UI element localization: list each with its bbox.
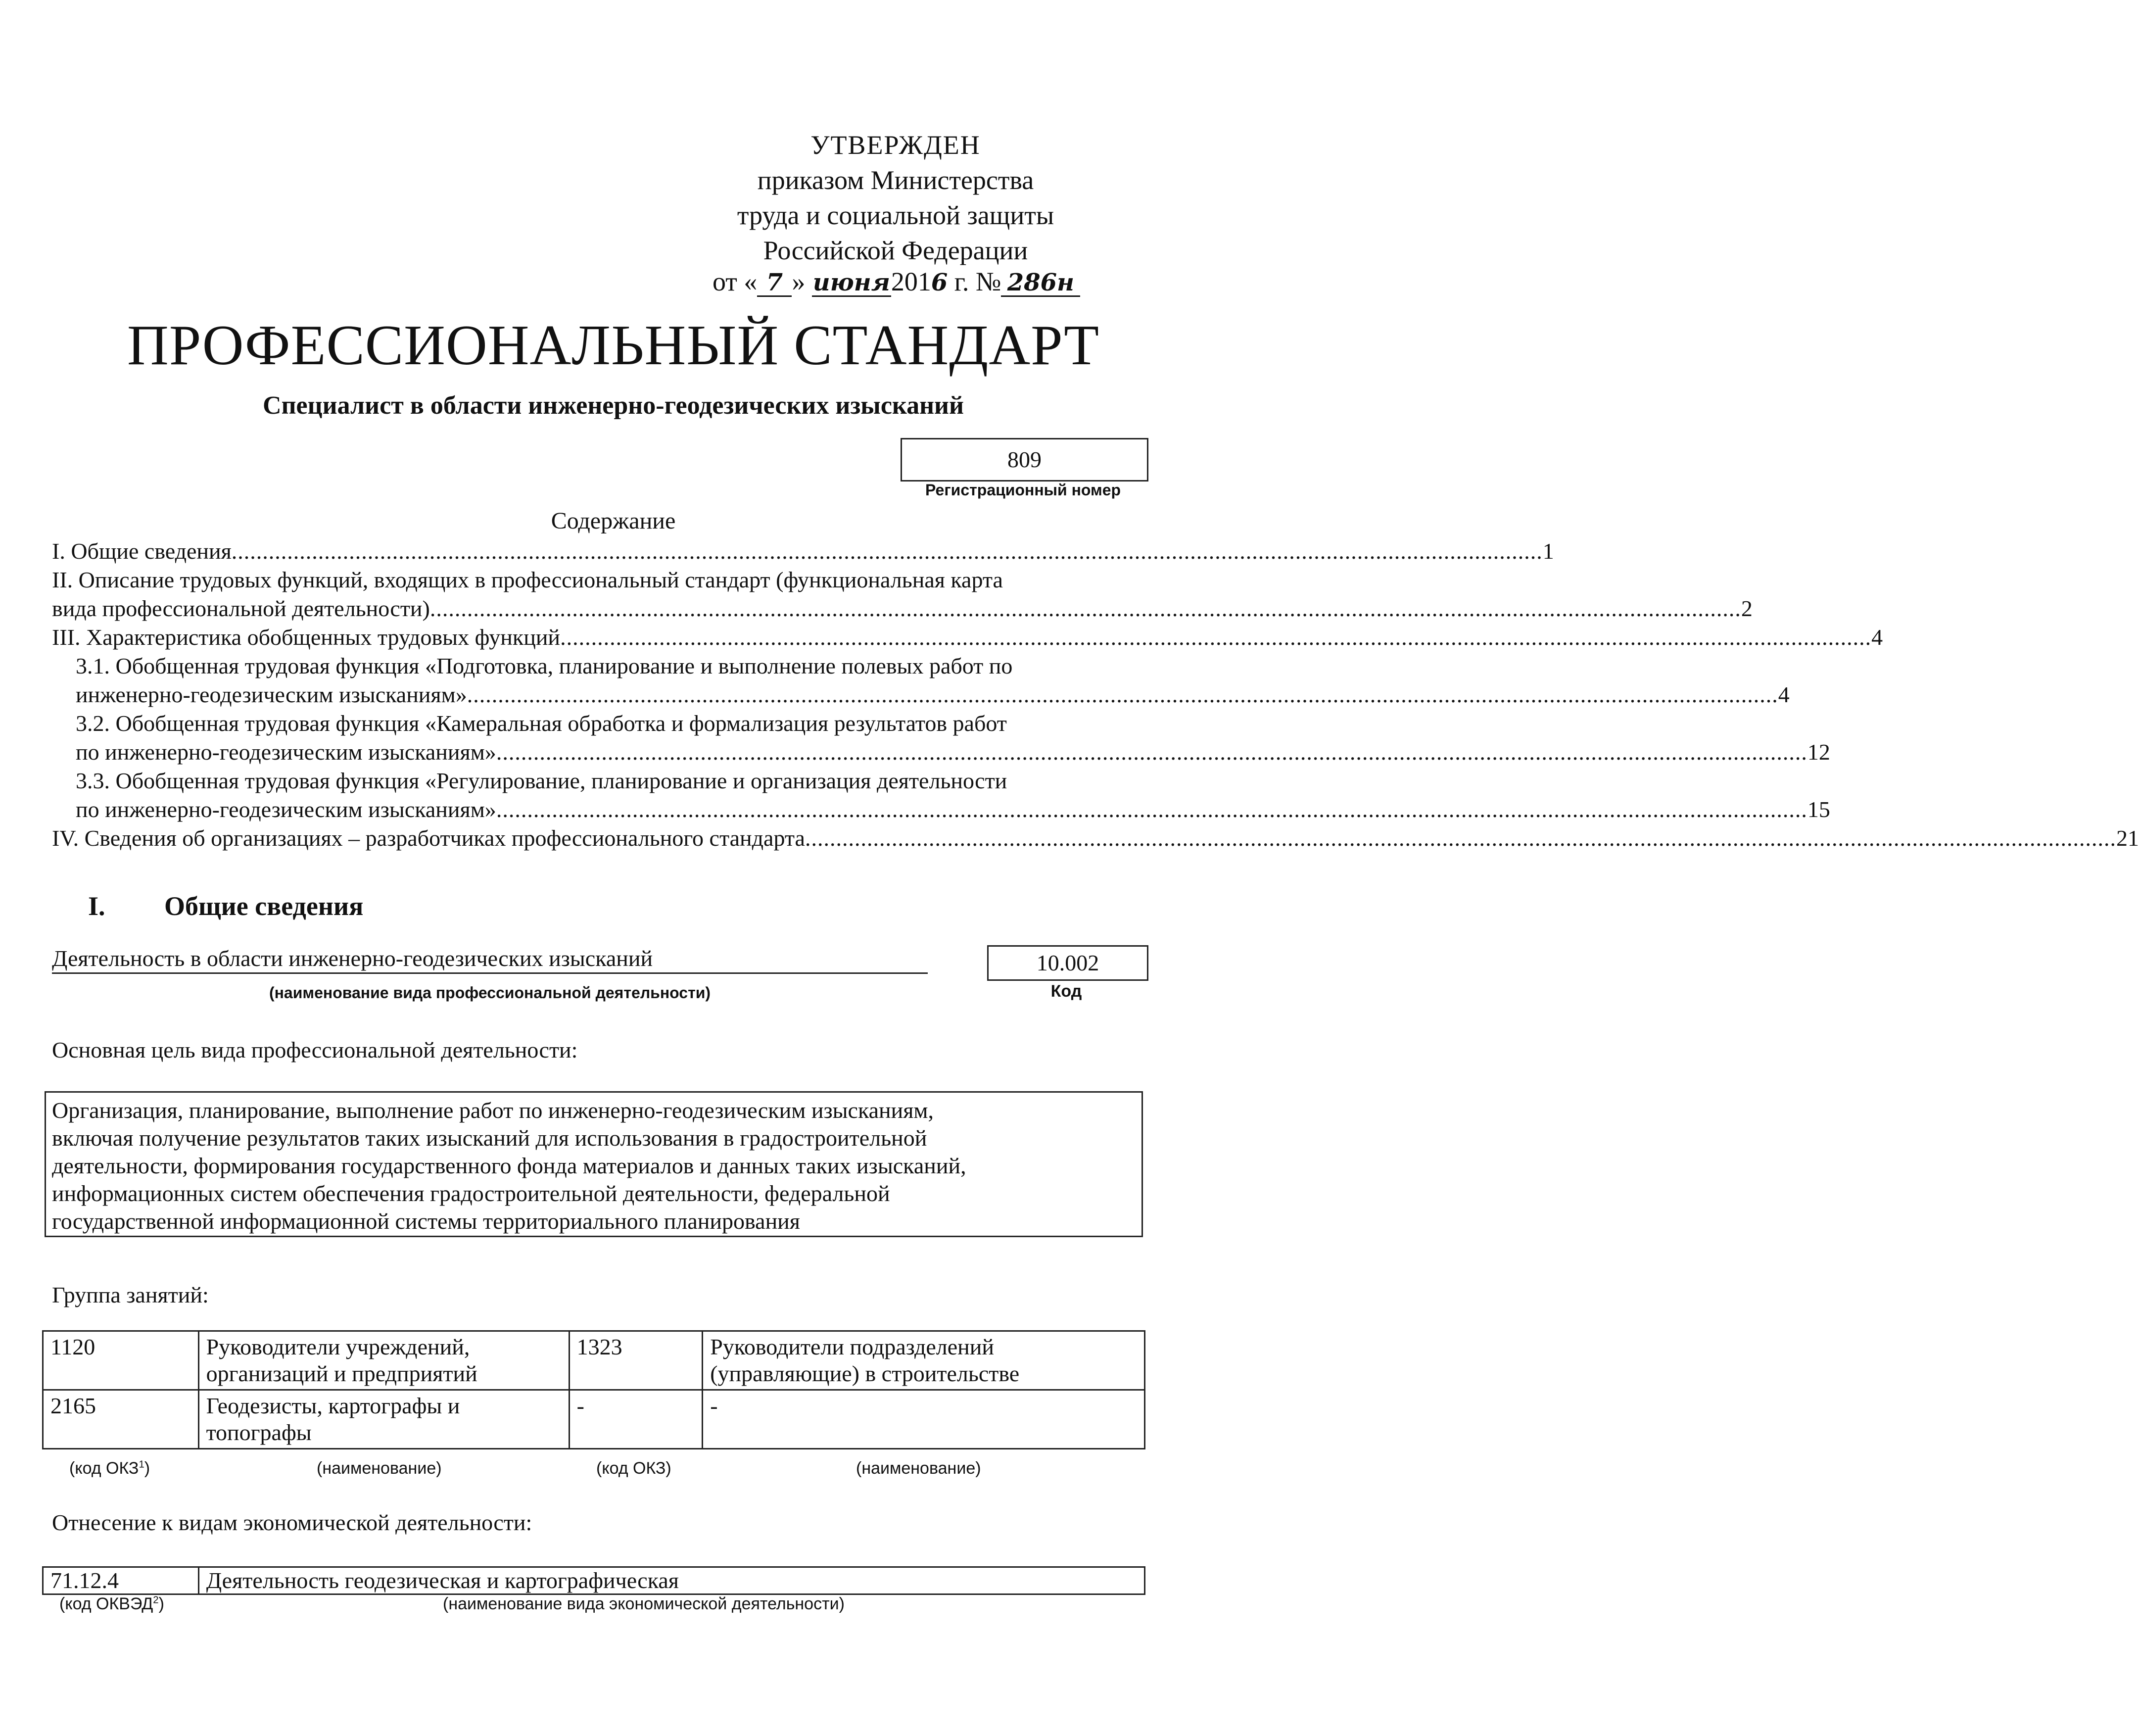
okved-name-caption: (наименование вида экономической деятельности) [443,1594,845,1613]
toc-page-number: 1 [1542,538,1554,564]
okved-label: Отнесение к видам экономической деятельности: [52,1510,532,1535]
registration-number-label: Регистрационный номер [925,481,1121,499]
occupation-group-table [42,1330,1145,1449]
okz-name-cell: Руководители учреждений, организаций и предприятий [198,1331,569,1390]
approval-line-1: УТВЕРЖДЕН [810,130,981,160]
toc-entry[interactable]: II. Описание трудовых функций, входящих в профессиональный стандарт (функциональная карта [52,567,1003,592]
okz-code-cell: 2165 [43,1390,199,1449]
toc-entry[interactable]: 3.3. Обобщенная трудовая функция «Регулирование, планирование и организация деятельности [76,768,1007,793]
date-day-handwritten: 7 [757,270,792,297]
toc-entry[interactable]: 3.2. Обобщенная трудовая функция «Камеральная обработка и формализация результатов работ [76,711,1007,736]
toc-page-number: 12 [1807,739,1830,765]
date-month-handwritten: июня [812,269,890,296]
activity-name: Деятельность в области инженерно-геодезических изысканий [52,945,928,974]
toc-entry[interactable]: инженерно-геодезическим изысканиям» .................................................................................................................................................................................................................... 4 [52,680,1138,709]
toc-heading: Содержание [551,508,676,534]
occupation-group-label: Группа занятий: [52,1282,209,1307]
goal-line: государственной информационной системы территориального планирования [52,1208,800,1234]
toc-page-number: 21 [2116,825,2139,851]
approval-line-2: приказом Министерства [757,165,1034,195]
order-number-handwritten: 286н [1001,270,1080,297]
table-of-contents [52,537,2139,853]
table-row [43,1567,1145,1594]
toc-leader: .................................................................................................................................................................................................................... [496,797,1807,822]
okved-table [42,1566,1145,1595]
toc-page-number: 4 [1871,625,1883,650]
goal-line: Организация, планирование, выполнение работ по инженерно-геодезическим изысканиям, [52,1098,934,1123]
document-title: ПРОФЕССИОНАЛЬНЫЙ СТАНДАРТ [127,314,1099,377]
okved-code-caption: (код ОКВЭД$^2$) [59,1594,164,1613]
toc-entry[interactable]: I. Общие сведения .................................................................................................................................................................................................................... 1 [52,537,1138,566]
okz-name-cell: - [703,1390,1145,1449]
toc-leader: .................................................................................................................................................................................................................... [231,538,1543,564]
toc-leader: .................................................................................................................................................................................................................... [560,625,1872,650]
date-year-prefix: 201 [891,267,931,296]
goal-box [45,1091,1143,1237]
registration-number-box: 809 [901,438,1148,482]
okz-code-cell: 1120 [43,1331,199,1390]
toc-entry[interactable]: 3.1. Обобщенная трудовая функция «Подготовка, планирование и выполнение полевых работ по [76,653,1013,678]
okz-code-caption: (код ОКЗ$^1$) [69,1459,150,1478]
okz-code-cell: - [569,1390,703,1449]
toc-entry[interactable]: по инженерно-геодезическим изысканиям» .................................................................................................................................................................................................................... 15 [52,795,1138,824]
date-mid: » [792,267,806,296]
toc-page-number: 15 [1807,797,1830,822]
okz-name-caption: (наименование) [856,1459,981,1478]
document-subtitle: Специалист в области инженерно-геодезических изысканий [263,391,964,420]
activity-caption: (наименование вида профессиональной деятельности) [269,984,711,1002]
activity-code-caption: Код [1050,982,1082,1001]
okz-code-cell: 1323 [569,1331,703,1390]
okved-name-cell: Деятельность геодезическая и картографическая [198,1567,1144,1594]
toc-page-number: 4 [1778,682,1790,707]
table-row [43,1390,1145,1449]
date-year-digit-handwritten: 6 [931,269,948,296]
toc-leader: .................................................................................................................................................................................................................... [429,596,1741,621]
table-row [43,1331,1145,1390]
approval-block [653,128,1138,268]
toc-leader: .................................................................................................................................................................................................................... [805,825,2116,851]
okz-name-caption: (наименование) [317,1459,442,1478]
okz-name-cell: Геодезисты, картографы и топографы [198,1390,569,1449]
approval-line-4: Российской Федерации [763,236,1028,265]
date-prefix: от « [713,267,758,296]
goal-line: включая получение результатов таких изысканий для использования в градостроительной [52,1125,927,1151]
okved-code-cell: 71.12.4 [43,1567,199,1594]
activity-code-box: 10.002 [987,945,1148,981]
approval-date-line [713,266,1080,297]
toc-entry[interactable]: IV. Сведения об организациях – разработчиках профессионального стандарта .................................................................................................................................................................................................................... 21 [52,824,1138,853]
toc-leader: .................................................................................................................................................................................................................... [496,739,1807,765]
toc-entry[interactable]: по инженерно-геодезическим изысканиям» .................................................................................................................................................................................................................... 12 [52,738,1138,767]
toc-entry[interactable]: вида профессиональной деятельности) .................................................................................................................................................................................................................... 2 [52,594,1138,623]
okz-name-cell: Руководители подразделений (управляющие) в строительстве [703,1331,1145,1390]
section-number: I. [88,891,105,921]
okz-code-caption: (код ОКЗ) [596,1459,671,1478]
toc-leader: .................................................................................................................................................................................................................... [467,682,1778,707]
goal-line: деятельности, формирования государственного фонда материалов и данных таких изысканий, [52,1153,966,1178]
goal-label: Основная цель вида профессиональной деятельности: [52,1037,578,1062]
section-title: Общие сведения [164,891,364,921]
goal-line: информационных систем обеспечения градостроительной деятельности, федеральной [52,1181,890,1206]
toc-entry[interactable]: III. Характеристика обобщенных трудовых функций .................................................................................................................................................................................................................... 4 [52,623,1138,652]
toc-page-number: 2 [1741,596,1753,621]
date-year-suffix: г. № [948,267,1001,296]
approval-line-3: труда и социальной защиты [737,200,1054,230]
